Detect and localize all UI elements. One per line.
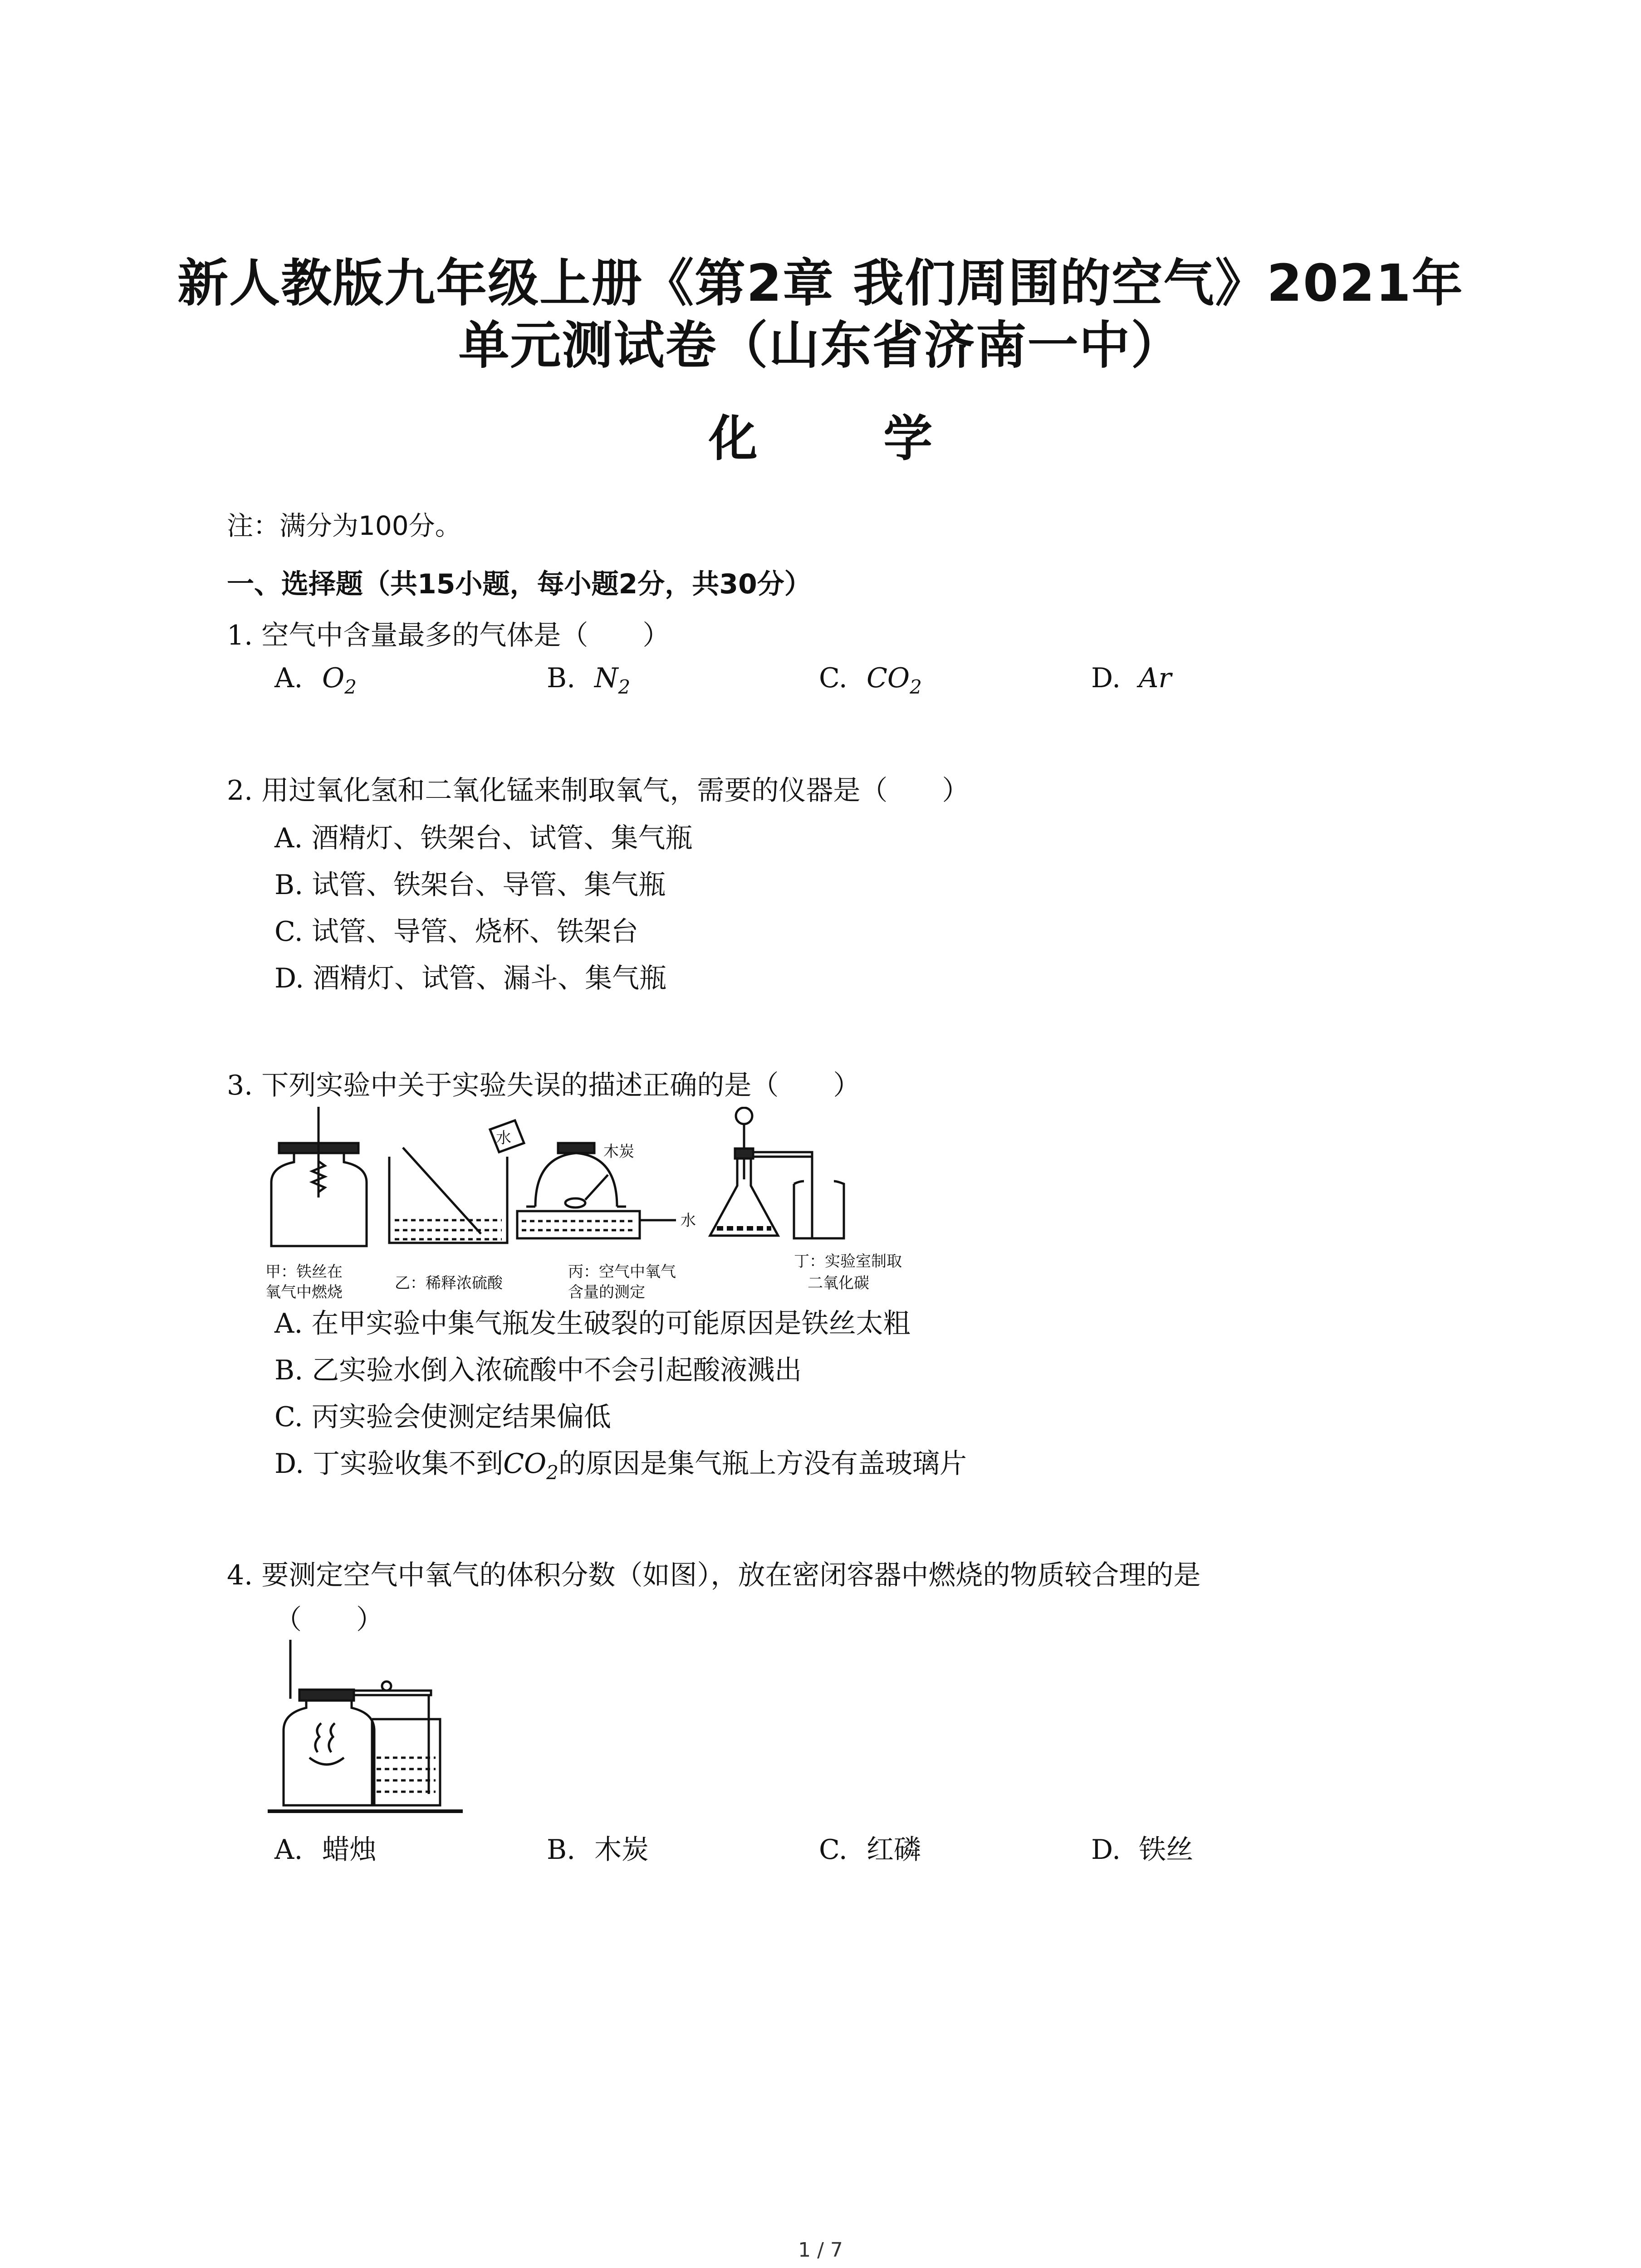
q4-option-a-letter: A. bbox=[274, 1834, 303, 1866]
exam-title-line1: 新人教版九年级上册《第2章 我们周围的空气》2021年 bbox=[177, 254, 1464, 313]
q4-option-c-text: 红磷 bbox=[867, 1834, 921, 1866]
q1-option-a-letter: A. bbox=[274, 662, 303, 694]
q2-option-b: B. 试管、铁架台、导管、集气瓶 bbox=[274, 869, 666, 901]
ding-caption-2: 二氧化碳 bbox=[808, 1274, 869, 1292]
q3-option-d-formula: CO bbox=[503, 1448, 547, 1480]
q1-option-c-subscript: 2 bbox=[910, 676, 922, 698]
jia-gas-jar-illustration bbox=[271, 1107, 367, 1246]
q1-option-d-formula: Ar bbox=[1139, 662, 1172, 694]
section-heading: 一、选择题（共15小题，每小题2分，共30分） bbox=[227, 568, 812, 600]
score-note: 注：满分为100分。 bbox=[227, 510, 461, 541]
q1-option-b-subscript: 2 bbox=[618, 676, 631, 698]
bing-caption-2: 含量的测定 bbox=[568, 1283, 645, 1301]
jia-caption-2: 氧气中燃烧 bbox=[265, 1283, 343, 1301]
q1-stem: 1. 空气中含量最多的气体是（ ） bbox=[227, 620, 670, 651]
q3-option-b: B. 乙实验水倒入浓硫酸中不会引起酸液溅出 bbox=[274, 1354, 802, 1386]
q4-option-d bbox=[1091, 1828, 1193, 1867]
q4-option-b-letter: B. bbox=[547, 1834, 576, 1866]
exam-title-line2: 单元测试卷（山东省济南一中） bbox=[458, 316, 1183, 375]
q3-stem: 3. 下列实验中关于实验失误的描述正确的是（ ） bbox=[227, 1070, 861, 1101]
q2-option-a: A. 酒精灯、铁架台、试管、集气瓶 bbox=[274, 822, 693, 854]
jia-caption-1: 甲：铁丝在 bbox=[265, 1263, 343, 1281]
q1-option-a-formula: O bbox=[322, 662, 345, 694]
q1-option-b bbox=[547, 662, 630, 698]
bing-caption-1: 丙：空气中氧气 bbox=[568, 1263, 676, 1281]
q4-option-b-text: 木炭 bbox=[594, 1834, 649, 1866]
yi-water-label: 水 bbox=[496, 1129, 511, 1147]
q3-option-d-pre: D. 丁实验收集不到 bbox=[274, 1448, 504, 1480]
q3-option-c: C. 丙实验会使测定结果偏低 bbox=[274, 1401, 611, 1433]
q1-option-d bbox=[1091, 662, 1171, 694]
q3-option-d-post: 的原因是集气瓶上方没有盖玻璃片 bbox=[558, 1448, 967, 1480]
q4-option-a bbox=[274, 1828, 377, 1867]
bing-bell-jar-illustration bbox=[517, 1143, 676, 1238]
q1-option-c-letter: C. bbox=[819, 662, 847, 694]
q4-stem-line2: （ ） bbox=[274, 1604, 383, 1636]
q2-stem: 2. 用过氧化氢和二氧化锰来制取氧气，需要的仪器是（ ） bbox=[227, 775, 970, 807]
bing-water-label: 水 bbox=[681, 1212, 696, 1230]
q1-option-d-letter: D. bbox=[1091, 662, 1121, 694]
q3-option-d-subscript: 2 bbox=[546, 1461, 558, 1484]
q1-option-c-formula: CO bbox=[867, 662, 910, 694]
yi-caption: 乙：稀释浓硫酸 bbox=[395, 1274, 503, 1292]
subject-heading: 化 学 bbox=[708, 411, 987, 467]
q4-option-a-text: 蜡烛 bbox=[322, 1834, 377, 1866]
bing-charcoal-label: 木炭 bbox=[603, 1143, 634, 1161]
q1-option-a-subscript: 2 bbox=[344, 676, 357, 698]
q2-option-c: C. 试管、导管、烧杯、铁架台 bbox=[274, 916, 638, 948]
page-number: 1 / 7 bbox=[798, 2239, 843, 2262]
ding-caption-1: 丁：实验室制取 bbox=[794, 1252, 902, 1271]
q1-option-b-letter: B. bbox=[547, 662, 576, 694]
q3-option-d bbox=[274, 1442, 967, 1484]
q4-apparatus-figure bbox=[263, 1640, 476, 1821]
q4-option-d-letter: D. bbox=[1091, 1834, 1121, 1866]
q3-experiment-figure bbox=[245, 1107, 1025, 1306]
q1-option-c bbox=[819, 662, 922, 698]
q3-option-a: A. 在甲实验中集气瓶发生破裂的可能原因是铁丝太粗 bbox=[274, 1308, 911, 1339]
q2-option-d: D. 酒精灯、试管、漏斗、集气瓶 bbox=[274, 963, 667, 994]
q4-option-c-letter: C. bbox=[819, 1834, 847, 1866]
q4-option-d-text: 铁丝 bbox=[1139, 1834, 1193, 1866]
q4-stem-line1: 4. 要测定空气中氧气的体积分数（如图），放在密闭容器中燃烧的物质较合理的是 bbox=[227, 1559, 1201, 1591]
ding-flask-illustration bbox=[710, 1108, 844, 1238]
q4-option-c bbox=[819, 1828, 921, 1867]
q1-option-b-formula: N bbox=[594, 662, 618, 694]
q4-option-b bbox=[547, 1828, 649, 1867]
q1-option-a bbox=[274, 662, 357, 698]
